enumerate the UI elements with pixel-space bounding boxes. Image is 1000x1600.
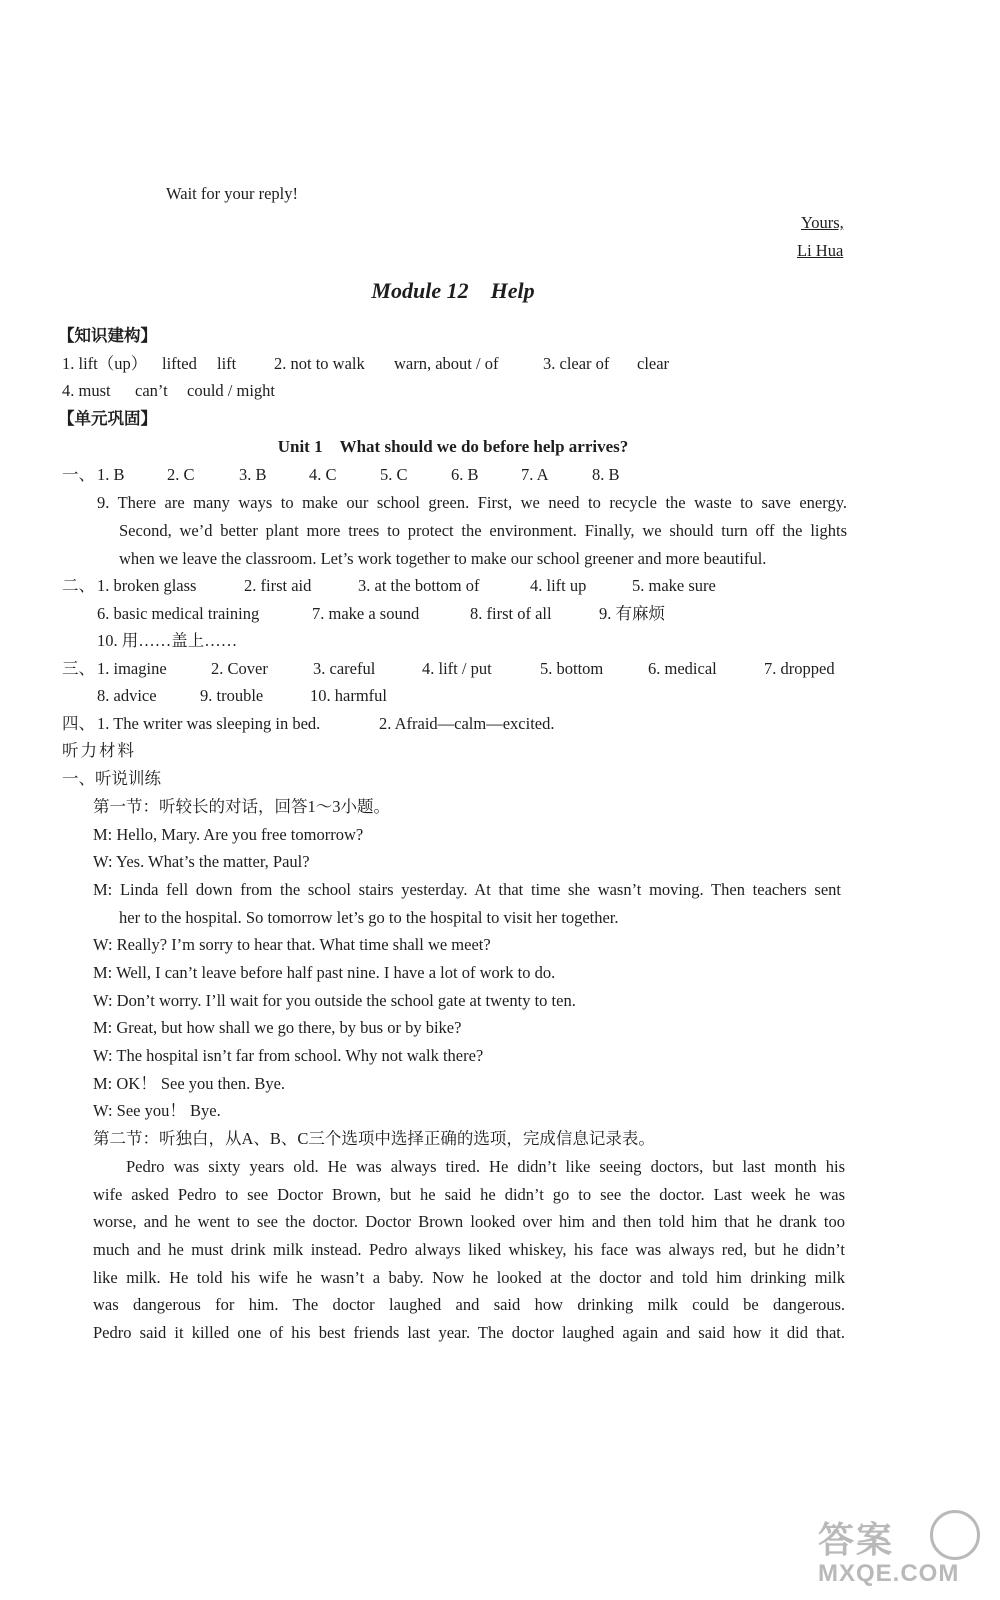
answer-item: 6. medical [648, 659, 717, 678]
answer-item: 3. at the bottom of [358, 576, 480, 595]
answer-item: 6. basic medical training [97, 604, 260, 623]
dialogue-line: M: Hello, Mary. Are you free tomorrow? [93, 825, 364, 844]
letter-closing-line: Wait for your reply! [166, 184, 298, 203]
dialogue-line: W: See you！ Bye. [93, 1101, 221, 1120]
q9-line: when we leave the classroom. Let’s work together to make our school greener and more beautiful. [119, 549, 767, 568]
dialogue-line: W: Don’t worry. I’ll wait for you outside the school gate at twenty to ten. [93, 991, 576, 1010]
module-title: Module 12 Help [371, 278, 535, 303]
dialogue-line: M: OK！ See you then. Bye. [93, 1074, 286, 1093]
dialogue-line: M: Great, but how shall we go there, by bus or by bike? [93, 1018, 462, 1037]
monologue-line: wife asked Pedro to see Doctor Brown, but he said he didn’t go to see the doctor. Last week he was [93, 1185, 845, 1204]
answer-item: 4. C [309, 465, 337, 484]
answer-item: 9. trouble [200, 686, 264, 705]
watermark-text-bottom: MXQE.COM [818, 1560, 960, 1587]
answer-item: 1. broken glass [97, 576, 197, 595]
answer-item: lift [217, 354, 237, 373]
section-label: 四、 [62, 714, 95, 733]
answer-item: 4. lift / put [422, 659, 492, 678]
answer-item: can’t [135, 381, 168, 400]
q9-line: Second, we’d better plant more trees to protect the environment. Finally, we should turn off the lights [119, 521, 847, 540]
answer-item: 3. B [239, 465, 267, 484]
unit-title: Unit 1 What should we do before help arrives? [277, 437, 629, 456]
monologue-line: much and he must drink milk instead. Pedro always liked whiskey, his face was always red, but he didn’t [93, 1240, 845, 1259]
answer-item: 2. not to walk [274, 354, 365, 373]
letter-signature: Li Hua [797, 241, 844, 260]
dialogue-line: W: The hospital isn’t far from school. Why not walk there? [93, 1046, 484, 1065]
monologue-line: Pedro was sixty years old. He was always tired. He didn’t like seeing doctors, but last month his [126, 1157, 845, 1176]
watermark-logo [818, 1510, 994, 1590]
listening-sec1-intro: 第一节：听较长的对话，回答1～3小题。 [93, 797, 390, 816]
answer-item: 2. first aid [244, 576, 312, 595]
answer-item: warn, about / of [394, 354, 499, 373]
dialogue-line: her to the hospital. So tomorrow let’s go to the hospital to visit her together. [119, 908, 619, 927]
answer-item: 2. Afraid—calm—excited. [379, 714, 555, 733]
monologue-line: like milk. He told his wife he wasn’t a baby. Now he looked at the doctor and told him drinking milk [93, 1268, 845, 1287]
answer-item: 5. bottom [540, 659, 604, 678]
answer-item: lifted [162, 354, 197, 373]
listening-part1-heading: 一、听说训练 [62, 769, 161, 788]
answer-item: 1. lift（up） [62, 354, 148, 373]
answer-item: clear [637, 354, 670, 373]
section-label: 三、 [62, 659, 95, 678]
answer-item: 5. make sure [632, 576, 716, 595]
dialogue-line: M: Well, I can’t leave before half past nine. I have a lot of work to do. [93, 963, 556, 982]
answer-item: 1. imagine [97, 659, 167, 678]
answer-item: 1. The writer was sleeping in bed. [97, 714, 321, 733]
answer-item: 3. careful [313, 659, 376, 678]
dialogue-line: W: Yes. What’s the matter, Paul? [93, 852, 310, 871]
answer-item: 4. must [62, 381, 111, 400]
watermark-circle-icon [930, 1510, 980, 1560]
dialogue-line: W: Really? I’m sorry to hear that. What time shall we meet? [93, 935, 491, 954]
answer-item: 7. dropped [764, 659, 835, 678]
watermark-text-top: 答案 [818, 1519, 895, 1560]
knowledge-heading: 【知识建构】 [58, 326, 157, 345]
answer-item: 4. lift up [530, 576, 587, 595]
unit-review-heading: 【单元巩固】 [58, 409, 157, 428]
monologue-line: was dangerous for him. The doctor laughed and said how drinking milk could be dangerous. [93, 1295, 845, 1314]
answer-item: 7. make a sound [312, 604, 420, 623]
answer-item: 5. C [380, 465, 408, 484]
answer-item: 8. advice [97, 686, 157, 705]
section-label: 一、 [62, 465, 95, 484]
answer-item: 1. B [97, 465, 125, 484]
answer-item: 10. 用……盖上…… [97, 631, 238, 650]
answer-item: 6. B [451, 465, 479, 484]
answer-item: 2. Cover [211, 659, 268, 678]
answer-item: could / might [187, 381, 275, 400]
answer-item: 9. 有麻烦 [599, 604, 665, 623]
monologue-line: Pedro said it killed one of his best friends last year. The doctor laughed again and said how it did that. [93, 1323, 845, 1342]
q9-line: 9. There are many ways to make our school green. First, we need to recycle the waste to save energy. [97, 493, 847, 512]
dialogue-line: M: Linda fell down from the school stairs yesterday. At that time she wasn’t moving. Then teachers sent [93, 880, 841, 899]
answer-item: 7. A [521, 465, 549, 484]
section-label: 二、 [62, 576, 95, 595]
answer-item: 10. harmful [310, 686, 387, 705]
listening-sec2-intro: 第二节：听独白，从A、B、C三个选项中选择正确的选项，完成信息记录表。 [93, 1129, 655, 1148]
answer-item: 8. first of all [470, 604, 552, 623]
letter-sign-off: Yours, [801, 213, 844, 232]
listening-heading: 听力材料 [62, 741, 136, 760]
answer-item: 3. clear of [543, 354, 610, 373]
monologue-line: worse, and he went to see the doctor. Doctor Brown looked over him and then told him that he drank too [93, 1212, 845, 1231]
answer-item: 8. B [592, 465, 620, 484]
answer-item: 2. C [167, 465, 195, 484]
